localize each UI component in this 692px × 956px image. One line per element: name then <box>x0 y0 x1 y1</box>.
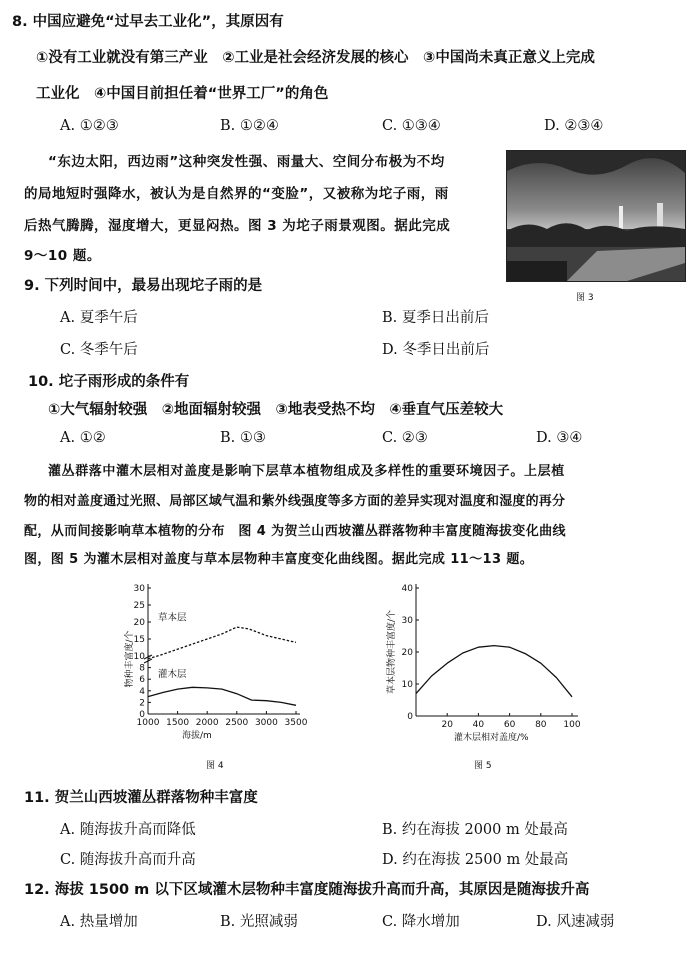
fig5-x-tick-label: 100 <box>563 720 581 730</box>
fig4-y-tick-label: 15 <box>133 635 145 645</box>
fig5-x-tick-label: 40 <box>472 720 485 730</box>
fig3-rain-photo <box>506 150 686 282</box>
passage1-line4: 9～10 题。 <box>24 248 101 264</box>
q9-option-a: A. 夏季午后 <box>60 310 138 326</box>
q10-statements: ①大气辐射较强 ②地面辐射较强 ③地表受热不均 ④垂直气压差较大 <box>48 402 504 418</box>
fig4-x-tick-label: 1000 <box>136 718 160 728</box>
fig4-y-tick-label: 10 <box>133 652 145 662</box>
q11-option-c: C. 随海拔升高而升高 <box>60 852 196 868</box>
passage2-line2: 物的相对盖度通过光照、局部区域气温和紫外线强度等多方面的差异实现对温度和湿度的再分 <box>24 494 566 509</box>
q12-option-a: A. 热量增加 <box>60 914 138 930</box>
q11-option-d: D. 约在海拔 2500 m 处最高 <box>382 852 569 868</box>
q12-option-d: D. 风速减弱 <box>536 914 615 930</box>
fig5-x-tick-label: 80 <box>535 720 547 730</box>
q10-stem: 10. 坨子雨形成的条件有 <box>28 374 190 390</box>
q8-option-a: A. ①②③ <box>60 118 119 134</box>
fig4-x-tick-label: 2000 <box>195 718 219 728</box>
q10-option-b: B. ①③ <box>220 430 266 446</box>
fig4-elevation-richness-chart <box>110 578 310 748</box>
fig4-y-tick-label: 6 <box>139 675 145 686</box>
fig5-x-axis-label: 灌木层相对盖度/% <box>454 733 529 743</box>
fig5-cover-richness-chart <box>380 576 590 748</box>
q8-statements-line1: ①没有工业就没有第三产业 ②工业是社会经济发展的核心 ③中国尚未真正意义上完成 <box>36 50 595 66</box>
q11-option-a: A. 随海拔升高而降低 <box>60 822 196 838</box>
fig4-series-label-herb: 草本层 <box>158 612 187 624</box>
fig4-y-tick-label: 8 <box>139 663 145 674</box>
fig4-caption: 图 4 <box>206 761 224 771</box>
fig5-x-tick-label: 20 <box>441 720 453 730</box>
passage1-line1: “东边太阳，西边雨”这种突发性强、雨量大、空间分布极为不均 <box>48 154 445 170</box>
q12-option-c: C. 降水增加 <box>382 914 460 930</box>
passage1-line2: 的局地短时强降水，被认为是自然界的“变脸”，又被称为坨子雨，雨 <box>24 186 449 202</box>
passage2-line3: 配，从而间接影响草本植物的分布 图 4 为贺兰山西坡灌丛群落物种丰富度随海拔变化曲线 <box>24 524 566 539</box>
fig4-y-tick-label: 2 <box>139 698 145 709</box>
q9-option-c: C. 冬季午后 <box>60 342 138 358</box>
fig4-y-axis-label: 物种丰富度/个 <box>125 630 135 688</box>
passage2-line1: 灌丛群落中灌木层相对盖度是影响下层草本植物组成及多样性的重要环境因子。上层植 <box>48 464 565 479</box>
fig4-x-tick-label: 2500 <box>225 718 249 728</box>
q8-option-d: D. ②③④ <box>544 118 604 134</box>
fig5-y-tick-label: 40 <box>401 584 413 594</box>
fig5-y-axis-label: 草本层物种丰富度/个 <box>387 609 397 695</box>
fig4-x-tick-label: 3000 <box>254 718 278 728</box>
q12-stem: 12. 海拔 1500 m 以下区域灌木层物种丰富度随海拔升高而升高，其原因是随海拔升高 <box>24 882 590 898</box>
fig4-y-tick-label: 20 <box>133 618 145 628</box>
fig4-y-tick-label: 25 <box>133 601 145 611</box>
q9-stem: 9. 下列时间中，最易出现坨子雨的是 <box>24 278 263 294</box>
q10-option-c: C. ②③ <box>382 430 428 446</box>
fig3-caption: 图 3 <box>576 293 594 303</box>
fig5-series-line <box>416 646 572 697</box>
fig4-y-tick-label: 4 <box>139 686 145 697</box>
q8-option-c: C. ①③④ <box>382 118 441 134</box>
fig4-y-tick-label: 30 <box>133 584 145 594</box>
q8-option-b: B. ①②④ <box>220 118 279 134</box>
passage2-line4: 图，图 5 为灌木层相对盖度与草本层物种丰富度变化曲线图。据此完成 11～13 题。 <box>24 552 534 567</box>
fig4-series-line-herb <box>148 627 296 659</box>
fig4-series-line-shrub <box>148 687 296 705</box>
fig5-caption: 图 5 <box>474 761 492 771</box>
fig4-x-axis-label: 海拔/m <box>182 731 212 741</box>
q9-option-d: D. 冬季日出前后 <box>382 342 490 358</box>
fig4-x-tick-label: 3500 <box>284 718 308 728</box>
fig4-x-tick-label: 1500 <box>166 718 190 728</box>
fig4-y-tick-label: 0 <box>139 710 145 720</box>
q11-stem: 11. 贺兰山西坡灌丛群落物种丰富度 <box>24 790 258 806</box>
q10-option-d: D. ③④ <box>536 430 583 446</box>
fig5-y-tick-label: 10 <box>401 680 413 690</box>
fig5-y-tick-label: 0 <box>407 712 413 722</box>
q12-option-b: B. 光照减弱 <box>220 914 298 930</box>
q9-option-b: B. 夏季日出前后 <box>382 310 489 326</box>
q10-option-a: A. ①② <box>60 430 106 446</box>
q8-statements-line2: 工业化 ④中国目前担任着“世界工厂”的角色 <box>36 86 329 102</box>
fig5-y-tick-label: 20 <box>401 648 413 658</box>
fig5-y-tick-label: 30 <box>401 616 413 626</box>
fig5-x-tick-label: 60 <box>503 720 516 730</box>
fig4-series-label-shrub: 灌木层 <box>158 668 187 680</box>
q11-option-b: B. 约在海拔 2000 m 处最高 <box>382 822 568 838</box>
passage1-line3: 后热气腾腾，湿度增大，更显闷热。图 3 为坨子雨景观图。据此完成 <box>24 218 451 234</box>
q8-stem: 8. 中国应避免“过早去工业化”，其原因有 <box>12 14 284 30</box>
